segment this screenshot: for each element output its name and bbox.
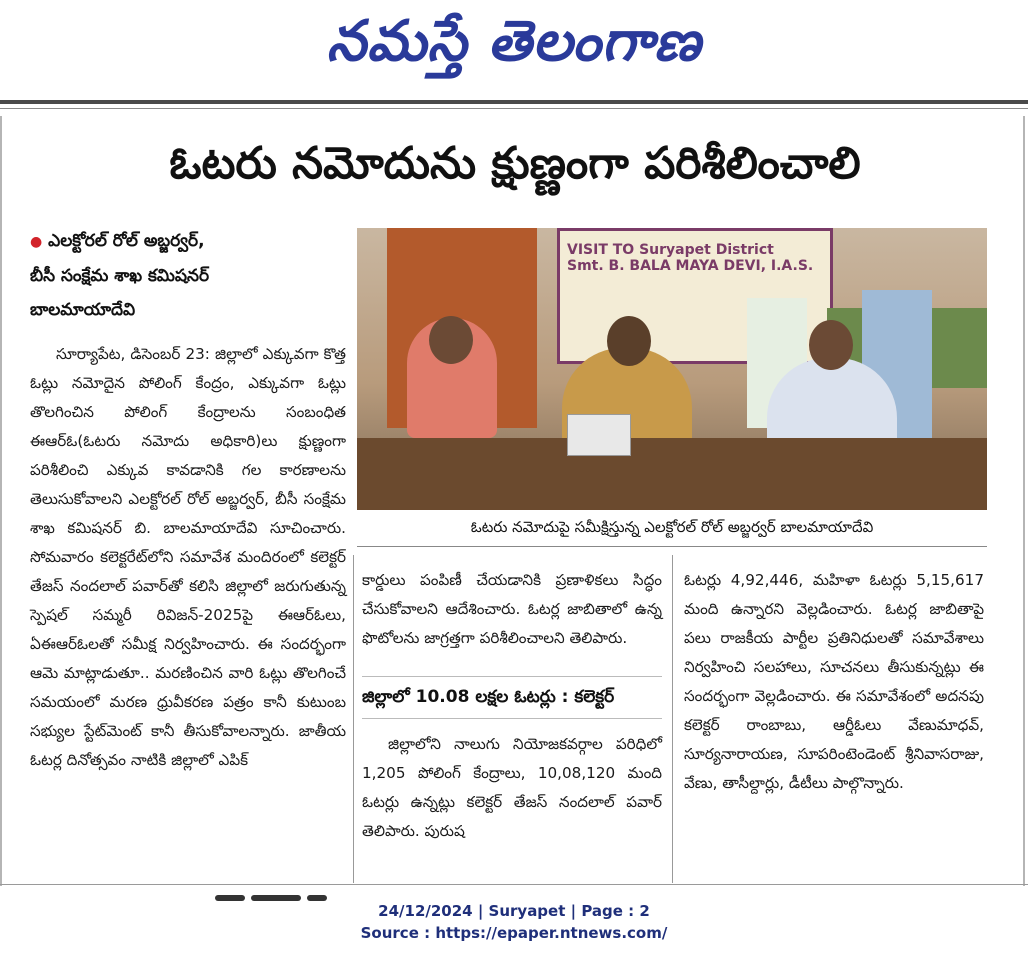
page-footer [0,900,1028,944]
clipping-edge-left [0,116,2,886]
article-column-2b: జిల్లాలోని నాలుగు నియోజకవర్గాల పరిధిలో 1,205 పోలింగ్ కేంద్రాలు, 10,08,120 మంది ఓటర్లు ఉన్నట్లు కలెక్టర్ తేజస్ నందలాల్ పవార్ తెలిపారు. పురుష [362,735,662,840]
cropped-next-article [215,886,375,894]
masthead [0,0,1028,90]
article-subhead [30,224,350,327]
column-divider [353,555,354,883]
masthead-rule [0,100,1028,104]
article-column-1: సూర్యాపేట, డిసెంబర్ 23: జిల్లాలో ఎక్కువగా కొత్త ఓట్లు నమోదైన పోలింగ్ కేంద్రం, ఎక్కువగా ఓట్లు తొలగించిన పోలింగ్ కేంద్రాలను సంబంధిత ఈఆర్ఓ(ఓటరు నమోదు అధికారి)లు క్షుణ్ణంగా పరిశీలించి ఎక్కువ కావడానికి గల కారణాలను తెలుసుకోవాలని ఎలక్టోరల్ రోల్ అబ్జర్వర్, బీసీ సంక్షేమ శాఖ కమిషనర్ బి. బాలమాయాదేవి సూచించారు. సోమవారం కలెక్టరేట్‌లోని సమావేశ మందిరంలో కలెక్టర్ తేజస్ నందలాల్ పవార్‌తో కలిసి జిల్లాలో జరుగుతున్న స్పెషల్ సమ్మరీ రివిజన్-2025పై ఈఆర్ఓలు, ఏఈఆర్ఓలతో సమీక్ష నిర్వహించారు. ఈ సందర్భంగా ఆమె మాట్లాడుతూ.. మరణించిన వారి ఓట్లు తొలగించే సమయంలో మరణ ధ్రువీకరణ పత్రం కానీ కుటుంబ సభ్యుల స్టేట్‌మెంట్ కానీ తీసుకోవాలన్నారు. జాతీయ ఓటర్ల దినోత్సవం నాటికి జిల్లాలో ఎపిక్ [30,345,346,769]
bullet-icon: ● [30,234,43,250]
column-divider [672,555,673,883]
section-rule [362,676,662,677]
subhead-line: బాలమాయాదేవి [30,300,136,320]
article-column-2: కార్డులు పంపిణీ చేయడానికి ప్రణాళికలు సిద్ధం చేసుకోవాలని ఆదేశించారు. ఓటర్ల జాబితాలో ఉన్న ఫొటోలను జాగ్రత్తగా పరిశీలించాలని తెలిపారు. [362,571,662,647]
section-heading: జిల్లాలో 10.08 లక్షల ఓటర్లు : కలెక్టర్ [362,687,615,707]
article-column-3: ఓటర్లు 4,92,446, మహిళా ఓటర్లు 5,15,617 మంది ఉన్నారని వెల్లడించారు. ఓటర్ల జాబితాపై పలు రాజకీయ పార్టీల ప్రతినిధులతో సమావేశాలు నిర్వహించి సలహాలు, సూచనలు తీసుకున్నట్లు ఈ సందర్భంగా వెల్లడించారు. ఈ సమావేశంలో అదనపు కలెక్టర్ రాంబాబు, ఆర్డీఓలు వేణుమాధవ్, సూర్యనారాయణ, సూపరింటెండెంట్ శ్రీనివాసరాజు, వేణు, తాసీల్దార్లు, డీటీలు పాల్గొన్నారు. [684,571,984,792]
photo-caption: ఓటరు నమోదుపై సమీక్షిస్తున్న ఎలక్టోరల్ రోల్ అబ్జర్వర్ బాలమాయాదేవి [470,518,874,536]
clipping-edge-right [1023,116,1025,886]
article-photo [357,228,987,510]
article-headline: ఓటరు నమోదును క్షుణ్ణంగా పరిశీలించాలి [169,138,861,189]
footer-source-link[interactable]: Source : https://epaper.ntnews.com/ [360,924,668,942]
caption-rule [357,546,987,547]
subhead-line: ఎలక్టోరల్ రోల్ అబ్జర్వర్, [48,231,205,251]
masthead-rule-thin [0,108,1028,109]
subhead-line: బీసీ సంక్షేమ శాఖ కమిషనర్ [30,266,210,286]
newspaper-logo: నమస్తే తెలంగాణ [326,9,702,74]
photo-banner-text: VISIT TO Suryapet District Smt. B. BALA MAYA DEVI, I.A.S. [567,242,814,274]
footer-date-page: 24/12/2024 | Suryapet | Page : 2 [378,902,650,920]
clipping-bottom-rule [0,884,1028,885]
section-rule [362,718,662,719]
